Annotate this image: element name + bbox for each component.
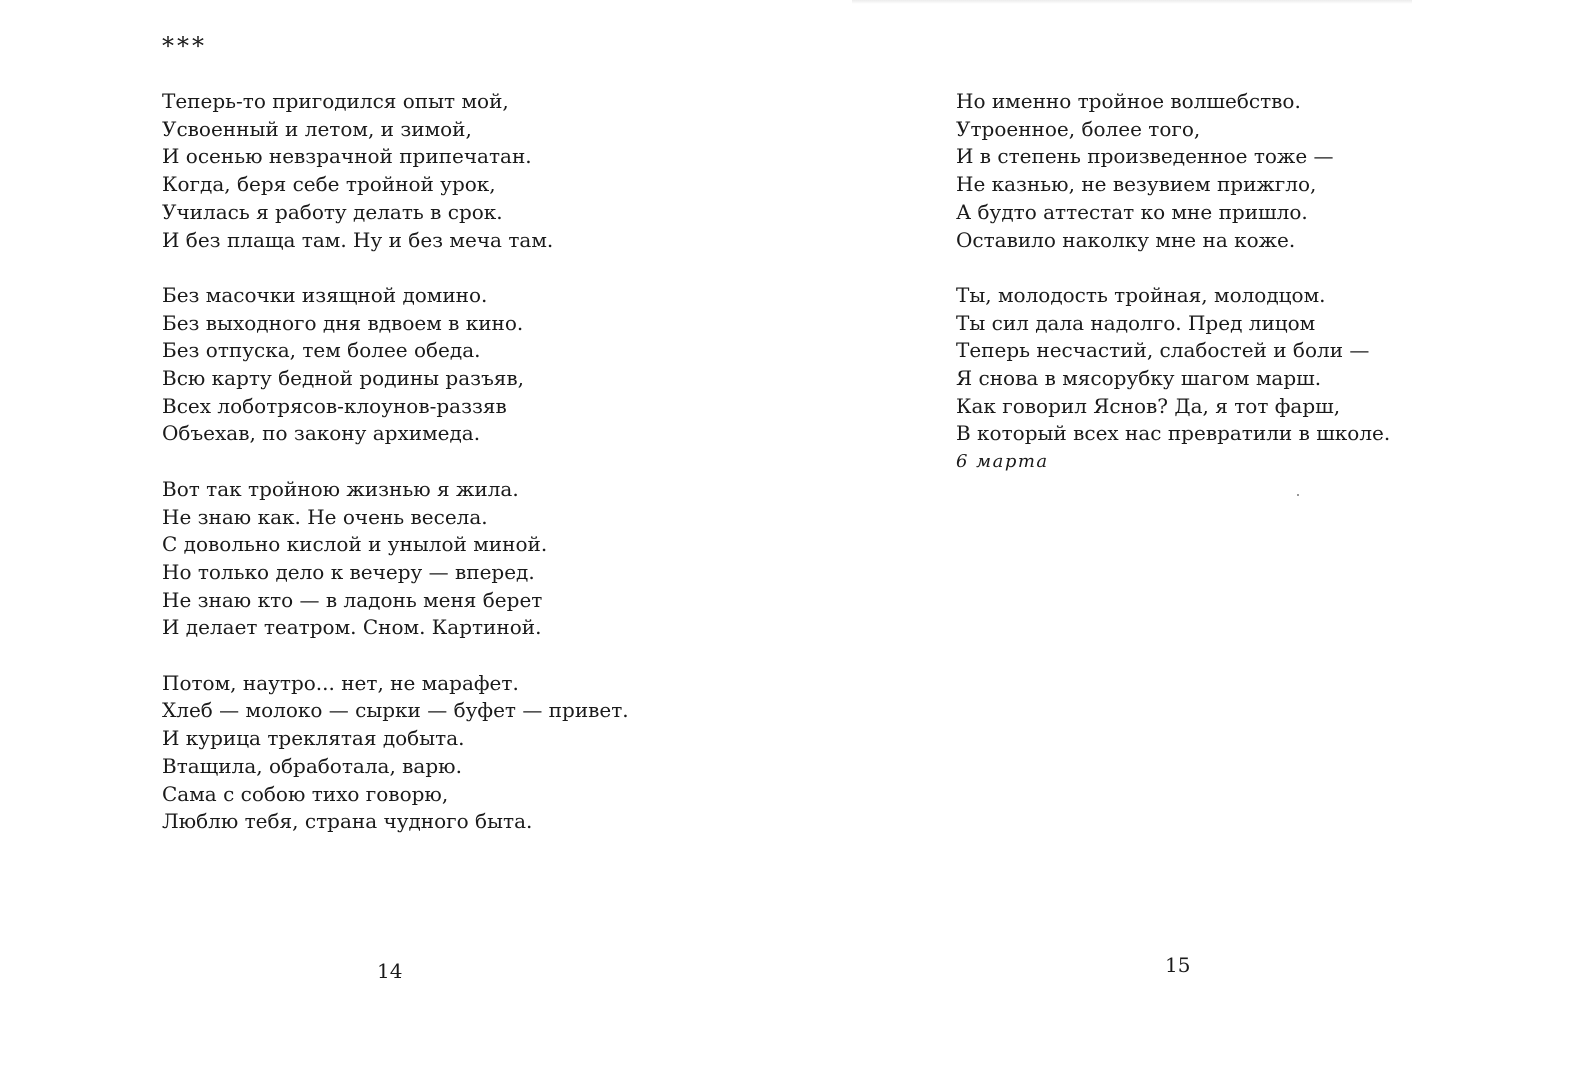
poem-line: И делает театром. Сном. Картиной. bbox=[162, 615, 542, 640]
poem-line: Оставило наколку мне на коже. bbox=[956, 227, 1296, 252]
poem-line: Теперь-то пригодился опыт мой, bbox=[162, 89, 509, 113]
poem-line: Вот так тройною жизнью я жила. bbox=[162, 476, 519, 501]
poem-line: И без плаща там. Ну и без меча там. bbox=[162, 227, 554, 252]
poem-line: Хлеб — молоко — сырки — буфет — привет. bbox=[162, 698, 629, 723]
poem-line: Не знаю как. Не очень весела. bbox=[162, 504, 488, 529]
poem-line: Не казнью, не везувием прижгло, bbox=[956, 172, 1317, 197]
poem-line: Но только дело к вечеру — вперед. bbox=[162, 559, 535, 584]
page-number-right: 15 bbox=[1165, 953, 1191, 977]
stanza bbox=[956, 282, 1390, 448]
poem-line: Усвоенный и летом, и зимой, bbox=[162, 116, 472, 141]
poem-line: С довольно кислой и унылой миной. bbox=[162, 532, 548, 557]
poem-right-body bbox=[956, 88, 1390, 476]
stanza bbox=[162, 670, 629, 836]
right-page bbox=[790, 0, 1571, 1080]
stanza bbox=[956, 88, 1390, 254]
poem-line: Потом, наутро... нет, не марафет. bbox=[162, 670, 519, 695]
poem-line: Ты, молодость тройная, молодцом. bbox=[956, 282, 1326, 307]
poem-line: Я снова в мясорубку шагом марш. bbox=[956, 366, 1322, 391]
poem-line: Утроенное, более того, bbox=[956, 116, 1201, 141]
poem-line: Без масочки изящной домино. bbox=[162, 282, 488, 307]
poem-line: Всю карту бедной родины разъяв, bbox=[162, 366, 525, 391]
page-number-left: 14 bbox=[377, 959, 403, 983]
poem-line: Когда, беря себе тройной урок, bbox=[162, 172, 496, 197]
poem-line: Теперь несчастий, слабостей и боли — bbox=[956, 338, 1370, 363]
stanza bbox=[162, 476, 629, 642]
poem-line: Но именно тройное волшебство. bbox=[956, 89, 1301, 113]
poem-line: А будто аттестат ко мне пришло. bbox=[956, 199, 1308, 224]
poem-line: Не знаю кто — в ладонь меня берет bbox=[162, 587, 543, 612]
poem-line: Всех лоботрясов-клоунов-раззяв bbox=[162, 393, 507, 418]
poem-line: Без выходного дня вдвоем в кино. bbox=[162, 310, 524, 335]
print-speck bbox=[1297, 494, 1299, 496]
poem-heading: *** bbox=[162, 32, 207, 60]
poem-line: И осенью невзрачной припечатан. bbox=[162, 144, 532, 169]
poem-line: Училась я работу делать в срок. bbox=[162, 199, 503, 224]
poem-line: Как говорил Яснов? Да, я тот фарш, bbox=[956, 393, 1341, 418]
poem-line: И курица треклятая добыта. bbox=[162, 726, 465, 751]
poem-line: Люблю тебя, страна чудного быта. bbox=[162, 809, 533, 834]
poem-line: Сама с собою тихо говорю, bbox=[162, 781, 449, 806]
poem-line: Без отпуска, тем более обеда. bbox=[162, 338, 481, 363]
poem-date: 6 марта bbox=[956, 451, 1049, 472]
stanza bbox=[162, 282, 629, 448]
poem-left-body bbox=[162, 88, 629, 864]
poem-line: Ты сил дала надолго. Пред лицом bbox=[956, 310, 1316, 335]
poem-line: Объехав, по закону архимеда. bbox=[162, 421, 481, 446]
poem-line: Втащила, обработала, варю. bbox=[162, 753, 462, 778]
poem-line: И в степень произведенное тоже — bbox=[956, 144, 1334, 169]
stanza bbox=[162, 88, 629, 254]
poem-line: В который всех нас превратили в школе. bbox=[956, 421, 1391, 446]
